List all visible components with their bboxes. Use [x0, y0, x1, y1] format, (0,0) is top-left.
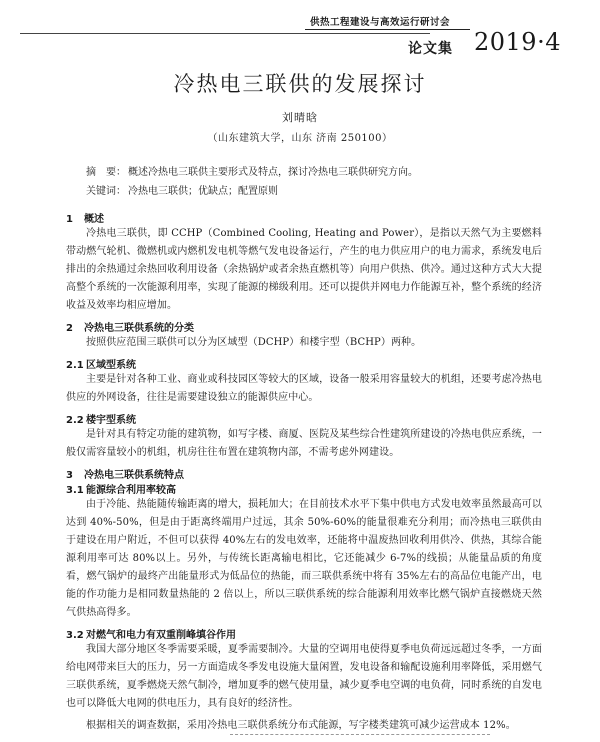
abstract-text: 概述冷热电三联供主要形式及特点，探讨冷热电三联供研究方向。	[128, 167, 418, 178]
subsection-heading: 3.1 能源综合利用率较高	[66, 485, 176, 496]
subsection-heading: 2.1 区域型系统	[66, 360, 136, 371]
header-rule	[305, 29, 470, 30]
section-label: 论文集	[408, 41, 453, 57]
section-heading: 3 冷热电三联供系统特点	[66, 470, 184, 481]
paragraph: 冷热电三联供，即 CCHP（Combined Cooling, Heating and Power），是指以天然气为主要燃料带动燃气轮机、微燃机或内燃机发电机等燃气发电设备运行，产生的电力供应用户的电力需求，系统发电后排出的余热通过余热回收利用设备（余热锅炉或者余热直燃机等）向用户供热、供冷。通过这种方式大大提高整个系统的一次能源利用率，实现了能源的梯级利用。还可以提供并网电力作能源互补，整个系统的经济收益及效率均相应增加。	[66, 228, 542, 311]
paper-body	[66, 210, 542, 739]
issue-year: 2019·4	[474, 28, 561, 56]
paper-title: 冷热电三联供的发展探讨	[173, 72, 427, 96]
header-rule-secondary	[20, 33, 430, 34]
affiliation: （山东建筑大学，山东 济南 250100）	[207, 133, 393, 144]
subsection-heading: 2.2 楼宇型系统	[66, 415, 136, 426]
paragraph: 我国大部分地区冬季需要采暖，夏季需要制冷。大量的空调用电使得夏季电负荷远远超过冬季，一方面给电网带来巨大的压力，另一方面造成冬季发电设施大量闲置，发电设备和输配设施利用率降低，采用燃气三联供系统，夏季燃烧天然气制冷，增加夏季的燃气使用量，减少夏季电空调的电负荷，同时系统的自发电也可以降低大电网的供电压力，具有良好的经济性。	[66, 644, 542, 709]
keywords-label: 关键词：	[86, 186, 126, 197]
conference-name: 供热工程建设与高效运行研讨会	[309, 17, 450, 28]
paragraph: 是针对具有特定功能的建筑物，如写字楼、商厦、医院及某些综合性建筑所建设的冷热电供应系统，一般仅需容量较小的机组，机房往往布置在建筑物内部，不需考虑外网建设。	[66, 429, 542, 458]
abstract	[86, 163, 418, 178]
section-heading: 2 冷热电三联供系统的分类	[66, 323, 194, 334]
abstract-label: 摘 要：	[86, 167, 126, 178]
keywords-text: 冷热电三联供；优缺点；配置原则	[128, 186, 278, 197]
section-heading: 1 概述	[66, 214, 104, 225]
paragraph: 由于冷能、热能随传输距离的增大，损耗加大；在目前技术水平下集中供电方式发电效率虽然最高可以达到 40%-50%，但是由于距离终端用户过远，其余 50%-60%的能量很难充分利用；而冷热电三联供由于建设在用户附近，不但可以获得 40%左右的发电效率，还能将中温废热回收利用供冷、供热，其综合能源利用率可达 80%以上。另外，与传统长距离输电相比，它还能减少 6-7%的线损；从能量品质的角度看，燃气锅炉的最终产出能量形式为低品位的热能，而三联供系统中将有 35%左右的高品位电能产出，电能的作功能力是相同数量热能的 2 倍以上，所以三联供系统的综合能源利用效率比燃气锅炉直接燃烧天然气供热高得多。	[66, 499, 542, 618]
paragraph: 主要是针对各种工业、商业或科技园区等较大的区域，设备一般采用容量较大的机组，还要考虑冷热电供应的外网设备，往往是需要建设独立的能源供应中心。	[66, 374, 542, 403]
subsection-heading: 3.2 对燃气和电力有双重削峰填谷作用	[66, 630, 236, 641]
paragraph: 按照供应范围三联供可以分为区域型（DCHP）和楼宇型（BCHP）两种。	[86, 337, 422, 348]
scan-artifact	[230, 734, 490, 739]
keywords	[86, 182, 278, 197]
paragraph: 根据相关的调查数据，采用冷热电三联供系统分布式能源，写字楼类建筑可减少运营成本 12%。	[86, 720, 516, 731]
author: 刘晴晗	[282, 111, 318, 124]
